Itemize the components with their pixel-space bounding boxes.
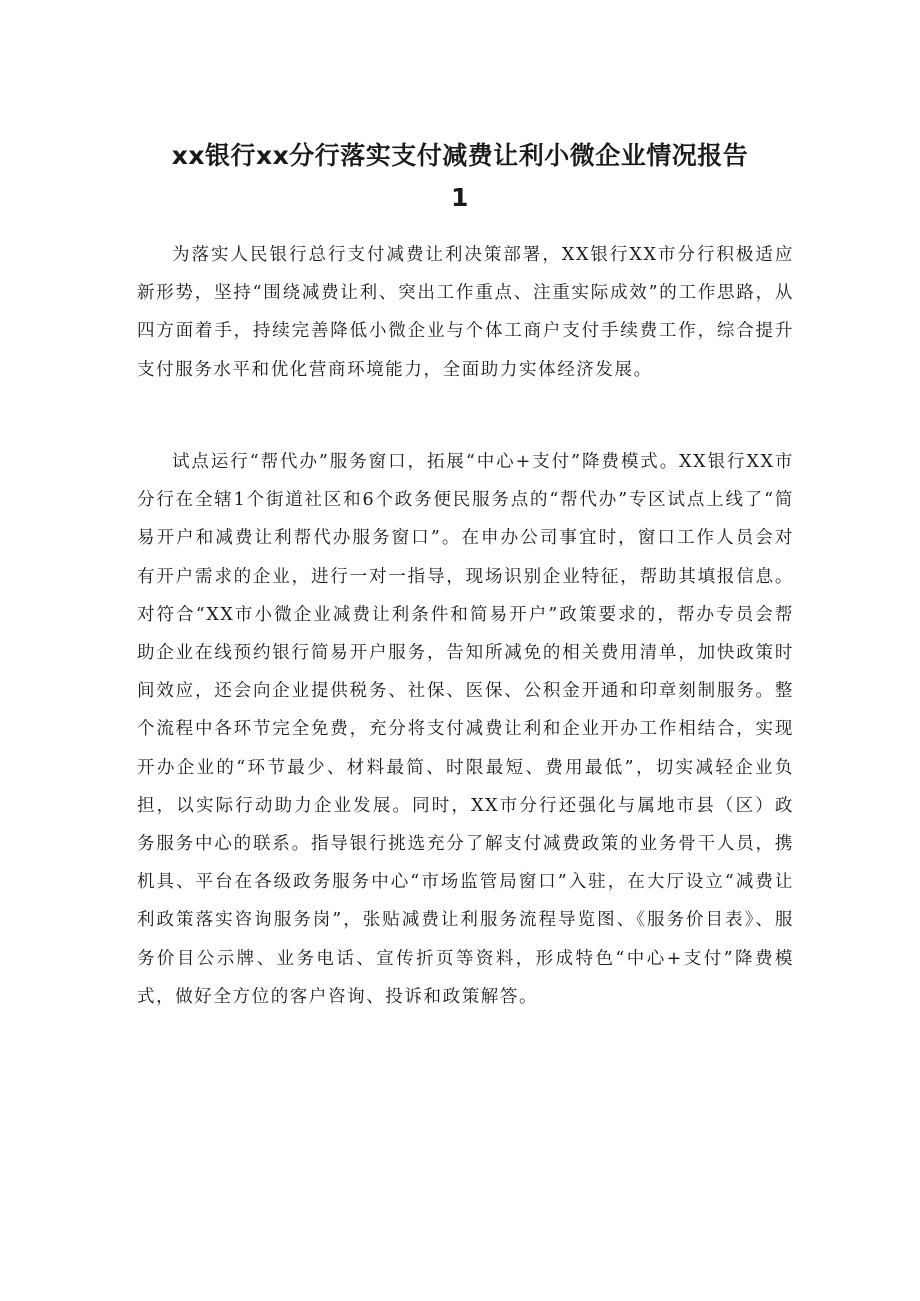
paragraph-intro: 为落实人民银行总行支付减费让利决策部署，XX银行XX市分行积极适应新形势，坚持“围绕减费让利、突出工作重点、注重实际成效”的工作思路，从四方面着手，持续完善降低小微企业与个体工商户支付手续费工作，综合提升支付服务水平和优化营商环境能力，全面助力实体经济发展。 (137, 245, 794, 380)
document-title-number: 1 (451, 183, 469, 212)
paragraph-service-window: 试点运行“帮代办”服务窗口，拓展“中心+支付”降费模式。XX银行XX市分行在全辖1个街道社区和6个政务便民服务点的“帮代办”专区试点上线了“简易开户和减费让利帮代办服务窗口”。在申办公司事宜时，窗口工作人员会对有开户需求的企业，进行一对一指导，现场识别企业特征，帮助其填报信息。对符合“XX市小微企业减费让利条件和简易开户”政策要求的，帮办专员会帮助企业在线预约银行简易开户服务，告知所减免的相关费用清单，加快政策时间效应，还会向企业提供税务、社保、医保、公积金开通和印章刻制服务。整个流程中各环节完全免费，充分将支付减费让利和企业开办工作相结合，实现开办企业的“环节最少、材料最简、时限最短、费用最低”，切实减轻企业负担，以实际行动助力企业发展。同时，XX市分行还强化与属地市县（区）政务服务中心的联系。指导银行挑选充分了解支付减费政策的业务骨干人员，携机具、平台在各级政务服务中心“市场监管局窗口”入驻，在大厅设立“减费让利政策落实咨询服务岗”，张贴减费让利服务流程导览图、《服务价目表》、服务价目公示牌、业务电话、宣传折页等资料，形成特色“中心+支付”降费模式，做好全方位的客户咨询、投诉和政策解答。 (137, 452, 794, 1007)
document-title: xx银行xx分行落实支付减费让利小微企业情况报告 (171, 141, 749, 170)
